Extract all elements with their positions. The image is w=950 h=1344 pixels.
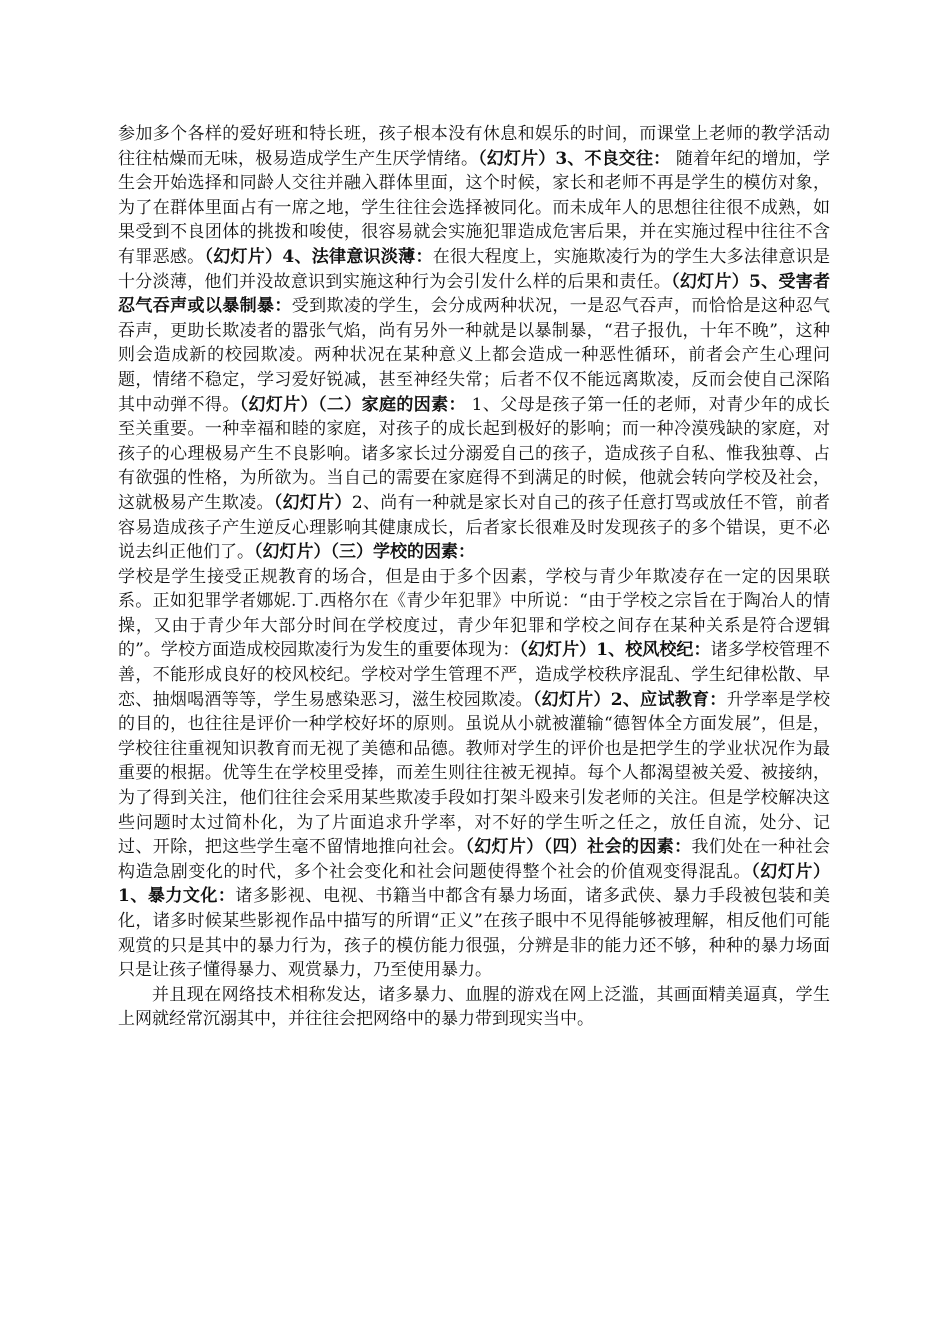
bold-heading-run: （幻灯片）5、受害者忍气吞声或以暴制暴： xyxy=(118,271,830,317)
text-run: 1、父母是孩子第一任的老师，对青少年的成长至关重要。一种幸福和睦的家庭，对孩子的成长起到极好的影响；而一种冷漠残缺的家庭，对孩子的心理极易产生不良影响。诸多家长过分溺爱自己的孩子，造成孩子自私、惟我独尊、占有欲强的性格，为所欲为。当自己的需要在家庭得不到满足的时候，他就会转向学校及社会，这就极易产生欺凌。 xyxy=(118,394,831,513)
document-body xyxy=(118,122,830,1032)
bold-heading-run: （幻灯片）4、法律意识淡薄： xyxy=(204,246,433,267)
text-run: 升学率是学校的目的，也往往是评价一种学校好坏的原则。虽说从小就被灌输“德智体全方面发展”，但是，学校往往重视知识教育而无视了美德和品德。教师对学生的评价也是把学生的学业状况作为最重要的根据。优等生在学校里受捧，而差生则往往被无视掉。每个人都渴望被关爱、被接纳，为了得到关注，他们往往会采用某些欺凌手段如打架斗殴来引发老师的关注。但是学校解决这些问题时太过简朴化，为了片面追求升学率，对不好的学生听之任之，放任自流，处分、记过、开除，把这些学生毫不留情地推向社会。 xyxy=(118,689,831,858)
text-run: 在很大程度上，实施欺凌行为的学生大多法律意识是十分淡薄，他们并没故意识到实施这种行为会引发什么样的后果和责任。 xyxy=(118,246,831,292)
text-run: 诸多影视、电视、书籍当中都含有暴力场面，诸多武侠、暴力手段被包装和美化，诸多时候某些影视作品中描写的所谓“正义”在孩子眼中不见得能够被理解，相反他们可能观赏的只是其中的暴力行为，孩子的模仿能力很强，分辨是非的能力还不够，种种的暴力场面只是让孩子懂得暴力、观赏暴力，乃至使用暴力。 xyxy=(118,886,830,981)
bold-heading-run: （幻灯片）（四）社会的因素： xyxy=(465,837,692,858)
text-run: 随着年纪的增加，学生会开始选择和同龄人交往并融入群体里面，这个时候，家长和老师不再是学生的模仿对象，为了在群体里面占有一席之地，学生往往会选择被同化。而未成年人的思想往往很不成熟，如果受到不良团体的挑拨和唆使，很容易就会实施犯罪造成危害后果，并在实施过程中往往不含有罪恶感。 xyxy=(118,148,831,267)
text-run: 受到欺凌的学生，会分成两种状况，一是忍气吞声，而恰恰是这种忍气吞声，更助长欺凌者的嚣张气焰，尚有另外一种就是以暴制暴，“君子报仇，十年不晚”，这种则会造成新的校园欺凌。两种状况在某种意义上都会造成一种恶性循环，前者会产生心理问题，情绪不稳定，学习爱好锐减，甚至神经失常；后者不仅不能远离欺凌，反而会使自己深陷其中动弹不得。 xyxy=(118,296,830,415)
bold-heading-run: （幻灯片）（二）家庭的因素： xyxy=(239,394,466,415)
text-run: 学校是学生接受正规教育的场合，但是由于多个因素，学校与青少年欺凌存在一定的因果联系。正如犯罪学者娜妮.丁.西格尔在《青少年犯罪》中所说：“由于学校之宗旨在于陶冶人的情操，又由于青少年大部分时间在学校度过，青少年犯罪和学校之间存在某种关系是符合逻辑的”。学校方面造成校园欺凌行为发生的重要体现为： xyxy=(118,566,830,661)
bold-heading-run: （幻灯片）2、应试教育： xyxy=(532,689,727,710)
bold-heading-run: （幻灯片）1、校风校纪： xyxy=(519,640,711,661)
text-run: 参加多个各样的爱好班和特长班，孩子根本没有休息和娱乐的时间，而课堂上老师的教学活动往往枯燥而无味，极易造成学生产生厌学情绪。 xyxy=(118,124,830,169)
paragraph xyxy=(118,565,830,983)
paragraph xyxy=(118,122,830,565)
text-run: 诸多学校管理不善，不能形成良好的校风校纪。学校对学生管理不严，造成学校秩序混乱、学生纪律松散、早恋、抽烟喝酒等等，学生易感染恶习，滋生校园欺凌。 xyxy=(118,640,831,710)
paragraph xyxy=(118,983,830,1032)
text-run: 我们处在一种社会构造急剧变化的时代，多个社会变化和社会问题使得整个社会的价值观变得混乱。 xyxy=(118,837,831,882)
bold-heading-run: （幻灯片） xyxy=(273,492,352,513)
bold-heading-run: （幻灯片）3、不良交往： xyxy=(478,148,671,169)
bold-heading-run: （幻灯片）（三）学校的因素： xyxy=(254,542,475,563)
bold-heading-run: （幻灯片）1、暴力文化： xyxy=(118,861,831,907)
text-run: 2、尚有一种就是家长对自己的孩子任意打骂或放任不管，前者容易造成孩子产生逆反心理影响其健康成长，后者家长很难及时发现孩子的多个错误，更不必说去纠正他们了。 xyxy=(118,492,830,563)
text-run: 并且现在网络技术相称发达，诸多暴力、血腥的游戏在网上泛滥，其画面精美逼真，学生上网就经常沉溺其中，并往往会把网络中的暴力带到现实当中。 xyxy=(118,984,830,1030)
